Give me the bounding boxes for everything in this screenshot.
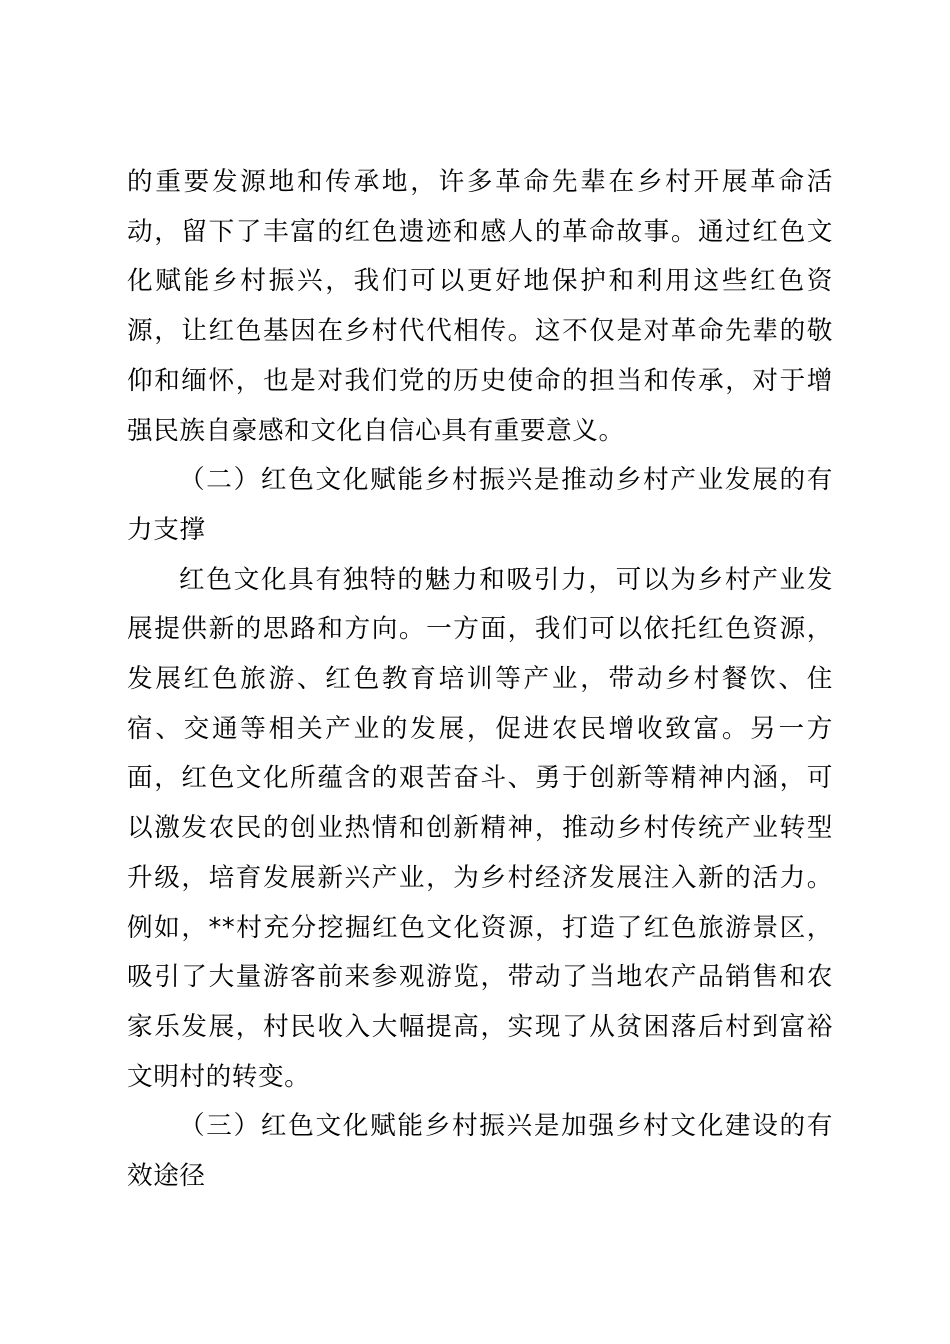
section-heading-3: （三）红色文化赋能乡村振兴是加强乡村文化建设的有效途径 [127, 1111, 833, 1192]
paragraph-industry: 红色文化具有独特的魅力和吸引力，可以为乡村产业发展提供新的思路和方向。一方面，我们可以依托红色资源，发展红色旅游、红色教育培训等产业，带动乡村餐饮、住宿、交通等相关产业的发展，促进农民增收致富。另一方面，红色文化所蕴含的艰苦奋斗、勇于创新等精神内涵，可以激发农民的创业热情和创新精神，推动乡村传统产业转型升级，培育发展新兴产业，为乡村经济发展注入新的活力。例如，**村充分挖掘红色文化资源，打造了红色旅游景区，吸引了大量游客前来参观游览，带动了当地农产品销售和农家乐发展，村民收入大幅提高，实现了从贫困落后村到富裕文明村的转变。 [127, 564, 833, 1092]
paragraph-continuation: 的重要发源地和传承地，许多革命先辈在乡村开展革命活动，留下了丰富的红色遗迹和感人的革命故事。通过红色文化赋能乡村振兴，我们可以更好地保护和利用这些红色资源，让红色基因在乡村代代相传。这不仅是对革命先辈的敬仰和缅怀，也是对我们党的历史使命的担当和传承，对于增强民族自豪感和文化自信心具有重要意义。 [127, 167, 833, 446]
section-heading-2: （二）红色文化赋能乡村振兴是推动乡村产业发展的有力支撑 [127, 465, 833, 545]
document-body [127, 158, 833, 1202]
